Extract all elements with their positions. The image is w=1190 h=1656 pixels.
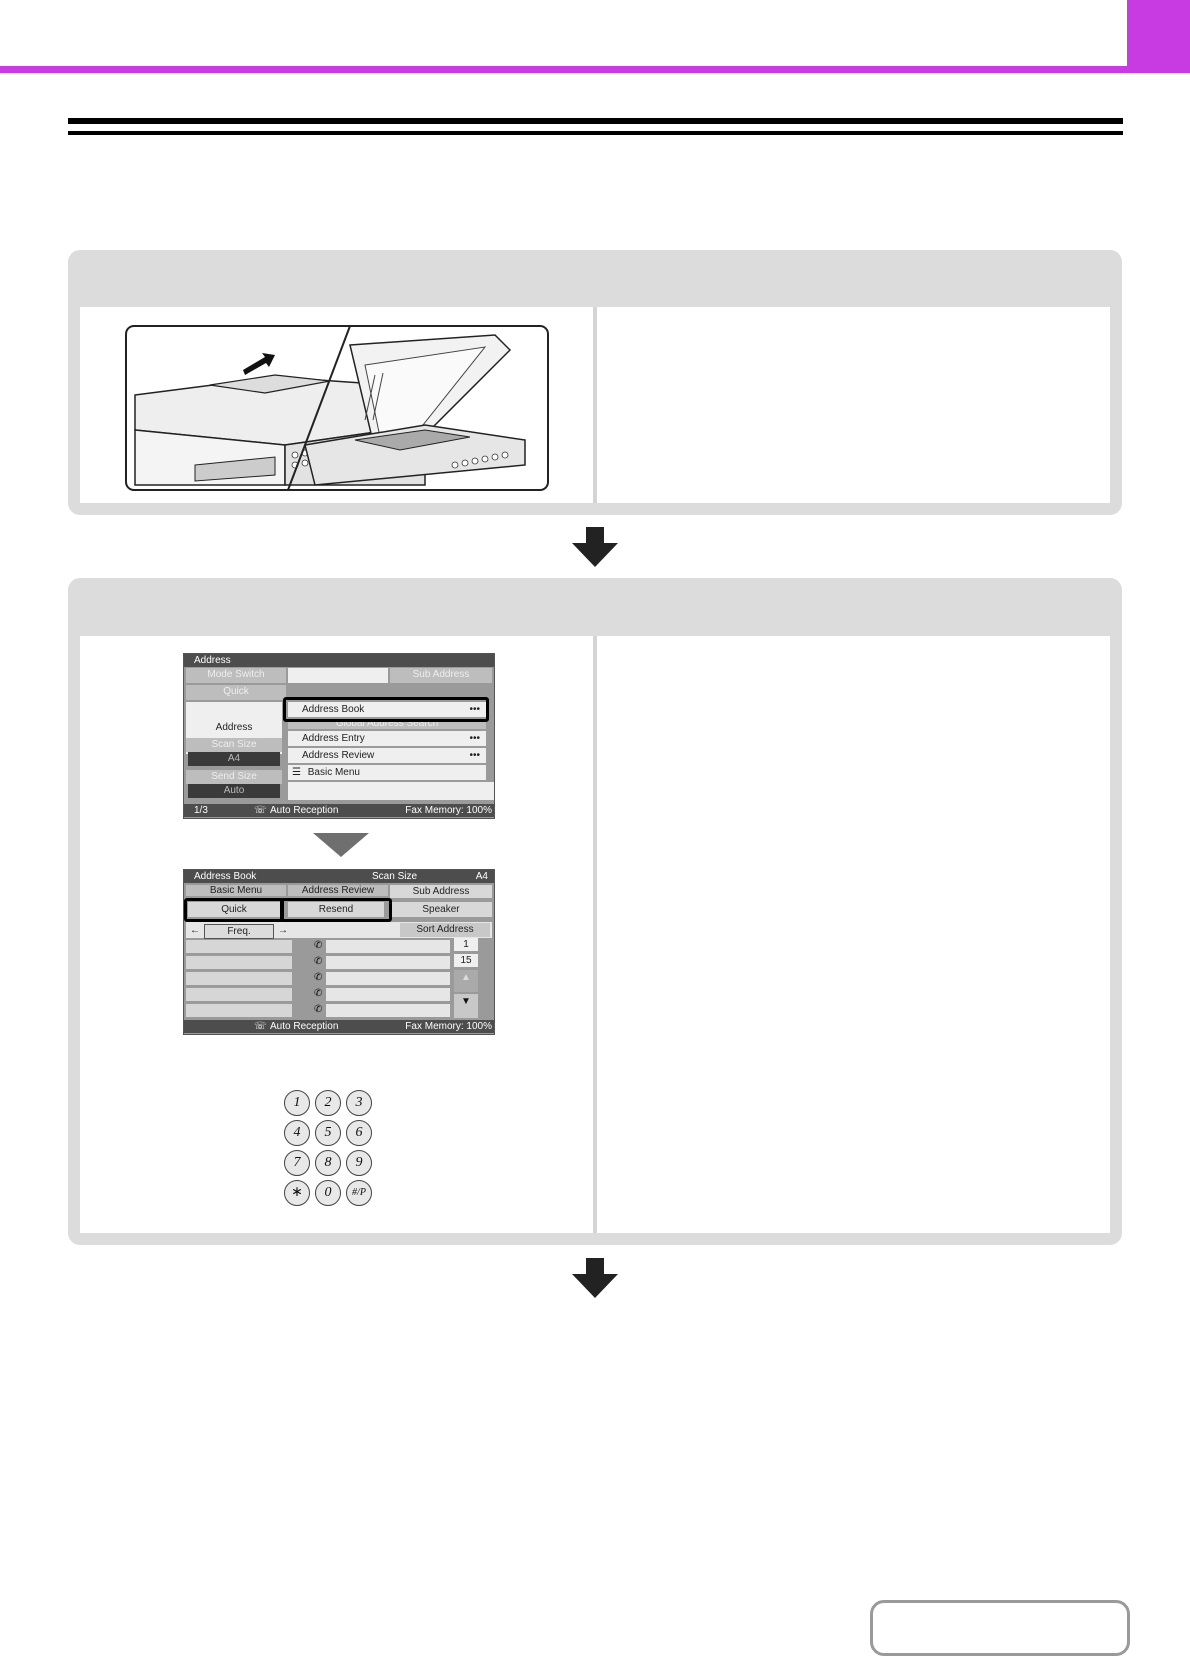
quick-button[interactable] <box>186 685 286 700</box>
key-3[interactable]: 3 <box>346 1090 372 1116</box>
key-8[interactable]: 8 <box>315 1150 341 1176</box>
key-5[interactable]: 5 <box>315 1120 341 1146</box>
flow-arrow-down-icon <box>572 527 618 567</box>
fax-memory-status: Fax Memory: 100% <box>405 805 492 816</box>
title-rule-thick <box>68 118 1123 124</box>
tab-mode-switch[interactable]: Mode Switch <box>186 668 286 683</box>
reception-icon: ☏ <box>254 805 267 816</box>
send-size-value[interactable]: Auto <box>188 784 280 798</box>
menu-address-review[interactable] <box>288 748 486 763</box>
sort-address-button[interactable]: Sort Address <box>400 923 490 937</box>
key-hash-pause[interactable]: #/P <box>346 1180 372 1206</box>
title-rule-thin <box>68 131 1123 135</box>
basic-menu-icon: ☰ <box>292 767 301 778</box>
step-1-divider <box>593 307 597 503</box>
send-size-label: Send Size <box>186 770 282 784</box>
tab-blank <box>288 668 388 683</box>
basic-menu-button[interactable]: Basic Menu <box>186 885 286 896</box>
arrow-right-icon[interactable]: → <box>278 925 288 936</box>
sub-address-button[interactable]: Sub Address <box>390 885 492 898</box>
fax-memory-status: Fax Memory: 100% <box>405 1021 492 1032</box>
scroll-up-icon[interactable]: ▲ <box>454 970 478 992</box>
page-total: 15 <box>454 954 478 967</box>
header-accent-bar <box>0 66 1190 73</box>
resend-highlight <box>280 898 392 922</box>
auto-reception-status: Auto Reception <box>270 1021 339 1032</box>
more-icon: ••• <box>469 733 480 744</box>
menu-global-search[interactable]: Global Address Search <box>288 719 486 729</box>
speaker-button[interactable]: Speaker <box>390 902 492 917</box>
auto-reception-status: Auto Reception <box>270 805 339 816</box>
more-icon: ••• <box>469 750 480 761</box>
list-item[interactable] <box>326 972 450 985</box>
quick-label: Quick <box>223 686 249 697</box>
menu-basic-menu-label: Basic Menu <box>307 767 360 778</box>
header-accent-tab <box>1127 0 1190 73</box>
quick-label: Quick <box>221 904 247 915</box>
screen-transition-arrow-icon <box>313 833 369 857</box>
scan-size-label: Scan Size <box>186 738 282 752</box>
address-review-button[interactable]: Address Review <box>288 885 388 896</box>
page-current: 1 <box>454 938 478 951</box>
list-item[interactable] <box>186 1004 292 1017</box>
key-7[interactable]: 7 <box>284 1150 310 1176</box>
scan-size-value: A4 <box>475 871 488 882</box>
key-star[interactable]: ∗ <box>284 1180 310 1206</box>
screen-title: Address Book <box>194 871 257 882</box>
menu-basic-menu[interactable] <box>288 765 486 780</box>
menu-address-entry-label: Address Entry <box>302 733 365 744</box>
list-item[interactable] <box>186 940 292 953</box>
list-item[interactable] <box>326 956 450 969</box>
key-6[interactable]: 6 <box>346 1120 372 1146</box>
menu-address-book-label: Address Book <box>302 704 365 715</box>
contents-nav-button[interactable] <box>870 1600 1130 1656</box>
key-2[interactable]: 2 <box>315 1090 341 1116</box>
phone-icon: ✆ <box>314 972 323 983</box>
list-item[interactable] <box>186 988 292 1001</box>
numeric-keypad <box>284 1090 384 1210</box>
address-book-screen <box>183 869 495 1035</box>
address-menu-screen <box>183 653 495 819</box>
phone-icon: ✆ <box>314 940 323 951</box>
phone-icon: ✆ <box>314 1004 323 1015</box>
phone-icon: ✆ <box>314 956 323 967</box>
list-item[interactable] <box>186 972 292 985</box>
list-item[interactable] <box>326 940 450 953</box>
scan-size-value[interactable]: A4 <box>188 752 280 766</box>
tab-sub-address[interactable]: Sub Address <box>390 668 492 683</box>
page-indicator: 1/3 <box>194 805 208 816</box>
quick-highlight <box>184 898 284 922</box>
freq-tab[interactable]: Freq. <box>204 924 274 939</box>
phone-icon: ✆ <box>314 988 323 999</box>
list-item[interactable] <box>326 988 450 1001</box>
reception-icon: ☏ <box>254 1021 267 1032</box>
list-item[interactable] <box>326 1004 450 1017</box>
key-4[interactable]: 4 <box>284 1120 310 1146</box>
menu-blank-area <box>288 782 494 800</box>
key-9[interactable]: 9 <box>346 1150 372 1176</box>
flow-arrow-down-icon <box>572 1258 618 1298</box>
screen-title: Address <box>194 655 231 666</box>
key-1[interactable]: 1 <box>284 1090 310 1116</box>
list-item[interactable] <box>186 956 292 969</box>
scroll-down-icon[interactable]: ▼ <box>454 994 478 1018</box>
resend-button[interactable]: Resend <box>288 902 384 917</box>
scan-size-label: Scan Size <box>372 871 418 882</box>
more-icon: ••• <box>469 704 480 715</box>
key-0[interactable]: 0 <box>315 1180 341 1206</box>
address-button[interactable]: Address <box>186 702 282 754</box>
menu-address-review-label: Address Review <box>302 750 375 761</box>
arrow-left-icon[interactable]: ← <box>190 925 200 936</box>
address-book-highlight <box>283 697 489 722</box>
step-2-divider <box>593 636 597 1233</box>
menu-address-entry[interactable] <box>288 731 486 746</box>
document-placement-illustration <box>125 325 550 492</box>
